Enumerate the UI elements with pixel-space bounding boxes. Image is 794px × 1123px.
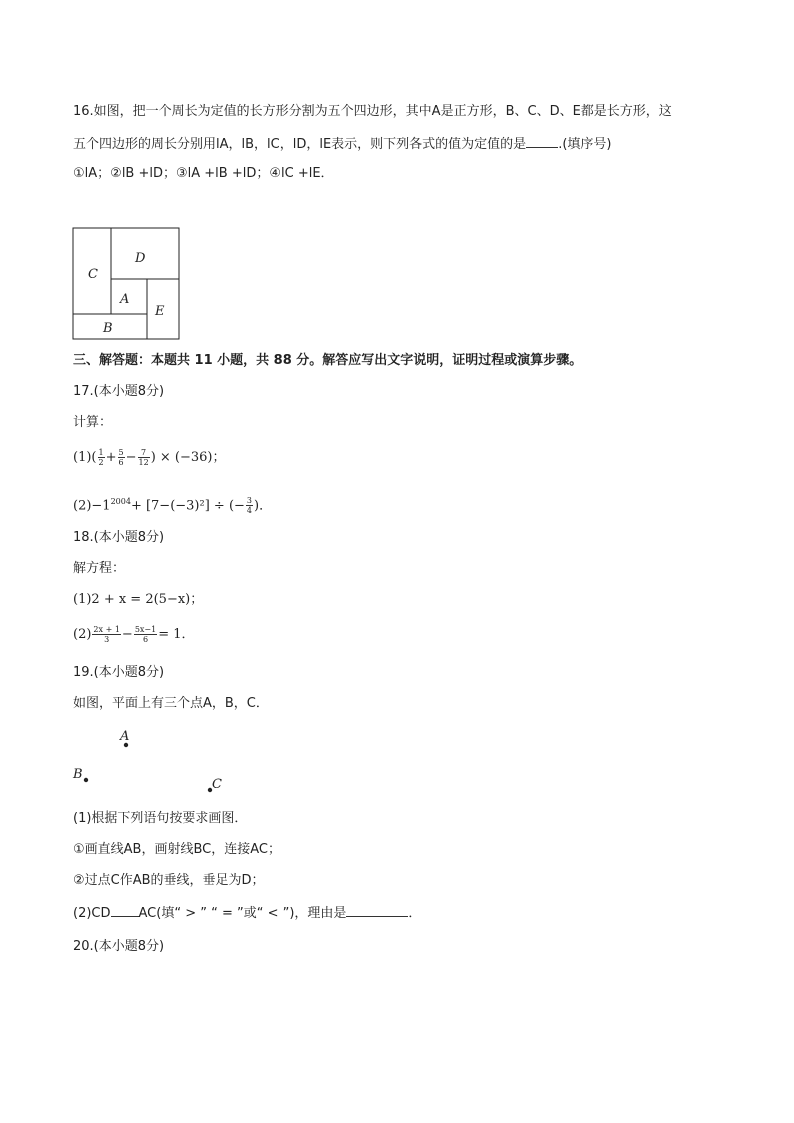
q19-compare-blank (111, 902, 139, 917)
q17-header: 17.(本小题8分) (73, 384, 165, 399)
q18-p2-suffix: = 1． (158, 627, 195, 642)
q19-part2 (73, 902, 421, 924)
outer-rectangle (73, 228, 179, 339)
q19-part1-i: ①画直线AB，画射线BC，连接AC； (73, 842, 281, 857)
q16-answer-blank (526, 133, 558, 148)
frac-den: 6 (142, 635, 149, 644)
q19-header: 19.(本小题8分) (73, 665, 165, 680)
q17-p1-prefix: (1)( (73, 450, 97, 465)
q16-line1: 16.如图，把一个周长为定值的长方形分割为五个四边形，其中A是正方形，B、C、D、E都是长方形，这 (73, 104, 672, 119)
q17-frac-2 (118, 448, 125, 467)
figure-label-b: B (103, 321, 113, 336)
section3-heading: 三、解答题：本题共 11 小题，共 88 分。解答应写出文字说明，证明过程或演算步骤。 (73, 353, 583, 368)
q19-part1: (1)根据下列语句按要求画图． (73, 811, 248, 826)
q18-header: 18.(本小题8分) (73, 530, 165, 545)
frac-den: 2 (98, 458, 104, 467)
q17-p2-middle: + [7−(−3)²] ÷ (− (130, 498, 245, 514)
frac-den: 12 (138, 458, 149, 467)
q17-instruction: 计算： (73, 415, 113, 430)
q17-p2-suffix: )． (254, 498, 273, 514)
q18-part2 (73, 625, 195, 645)
q16-line2 (73, 133, 611, 155)
q18-frac-1 (92, 625, 120, 644)
point-label-c: C (212, 777, 222, 792)
q18-part1: (1)2 + x = 2(5−x)； (73, 592, 204, 607)
q18-instruction: 解方程： (73, 561, 126, 576)
frac-num: 3 (246, 496, 253, 506)
q19-p2-end: ． (408, 906, 422, 921)
figure-label-a: A (120, 292, 130, 307)
q17-p2-exponent: 2004 (110, 497, 131, 506)
frac-den: 4 (246, 506, 253, 516)
frac-den: 6 (118, 458, 124, 467)
q19-p2-cd: (2)CD (73, 906, 111, 921)
q18-p2-prefix: (2) (73, 627, 92, 642)
point-label-b: B (73, 767, 83, 782)
q17-frac-1 (98, 448, 105, 467)
frac-den: 3 (104, 635, 110, 644)
q16-line2-suffix: .(填序号) (558, 137, 612, 152)
q16-rectangle-figure (72, 227, 182, 341)
q18-frac-2 (134, 625, 157, 644)
q19-reason-blank (346, 902, 408, 917)
q17-part2 (73, 492, 272, 516)
point-b-dot (84, 778, 88, 782)
q19-part1-ii: ②过点C作AB的垂线，垂足为D； (73, 873, 265, 888)
frac-num: 1 (98, 448, 104, 457)
q18-p2-minus: − (121, 627, 133, 642)
q19-intro: 如图，平面上有三个点A，B，C． (73, 696, 269, 711)
frac-num: 2x + 1 (93, 625, 120, 634)
q17-part1 (73, 448, 226, 468)
frac-num: 5 (118, 448, 124, 457)
q17-p1-plus: + (105, 450, 117, 465)
q19-p2-text: AC(填“ > ” “ = ”或“ < ”)，理由是 (138, 906, 347, 921)
q17-frac-4 (246, 496, 253, 515)
figure-label-d: D (135, 251, 146, 266)
figure-label-e: E (155, 304, 165, 319)
q16-options: ①lA；②lB +lD；③lA +lB +lD；④lC +lE． (73, 166, 334, 181)
point-label-a: A (120, 729, 130, 744)
q17-p1-suffix: ) × (−36)； (150, 450, 226, 465)
q17-frac-3 (138, 448, 150, 467)
q20-header: 20.(本小题8分) (73, 939, 165, 954)
frac-num: 5x−1 (134, 625, 157, 634)
figure-label-c: C (88, 267, 98, 282)
q19-points-figure (66, 725, 236, 797)
frac-num: 7 (138, 448, 150, 458)
q17-p2-prefix: (2)−1 (73, 498, 111, 514)
q16-line2-text: 五个四边形的周长分别用lA，lB，lC，lD，lE表示，则下列各式的值为定值的是 (73, 137, 527, 152)
q17-p1-minus: − (125, 450, 137, 465)
